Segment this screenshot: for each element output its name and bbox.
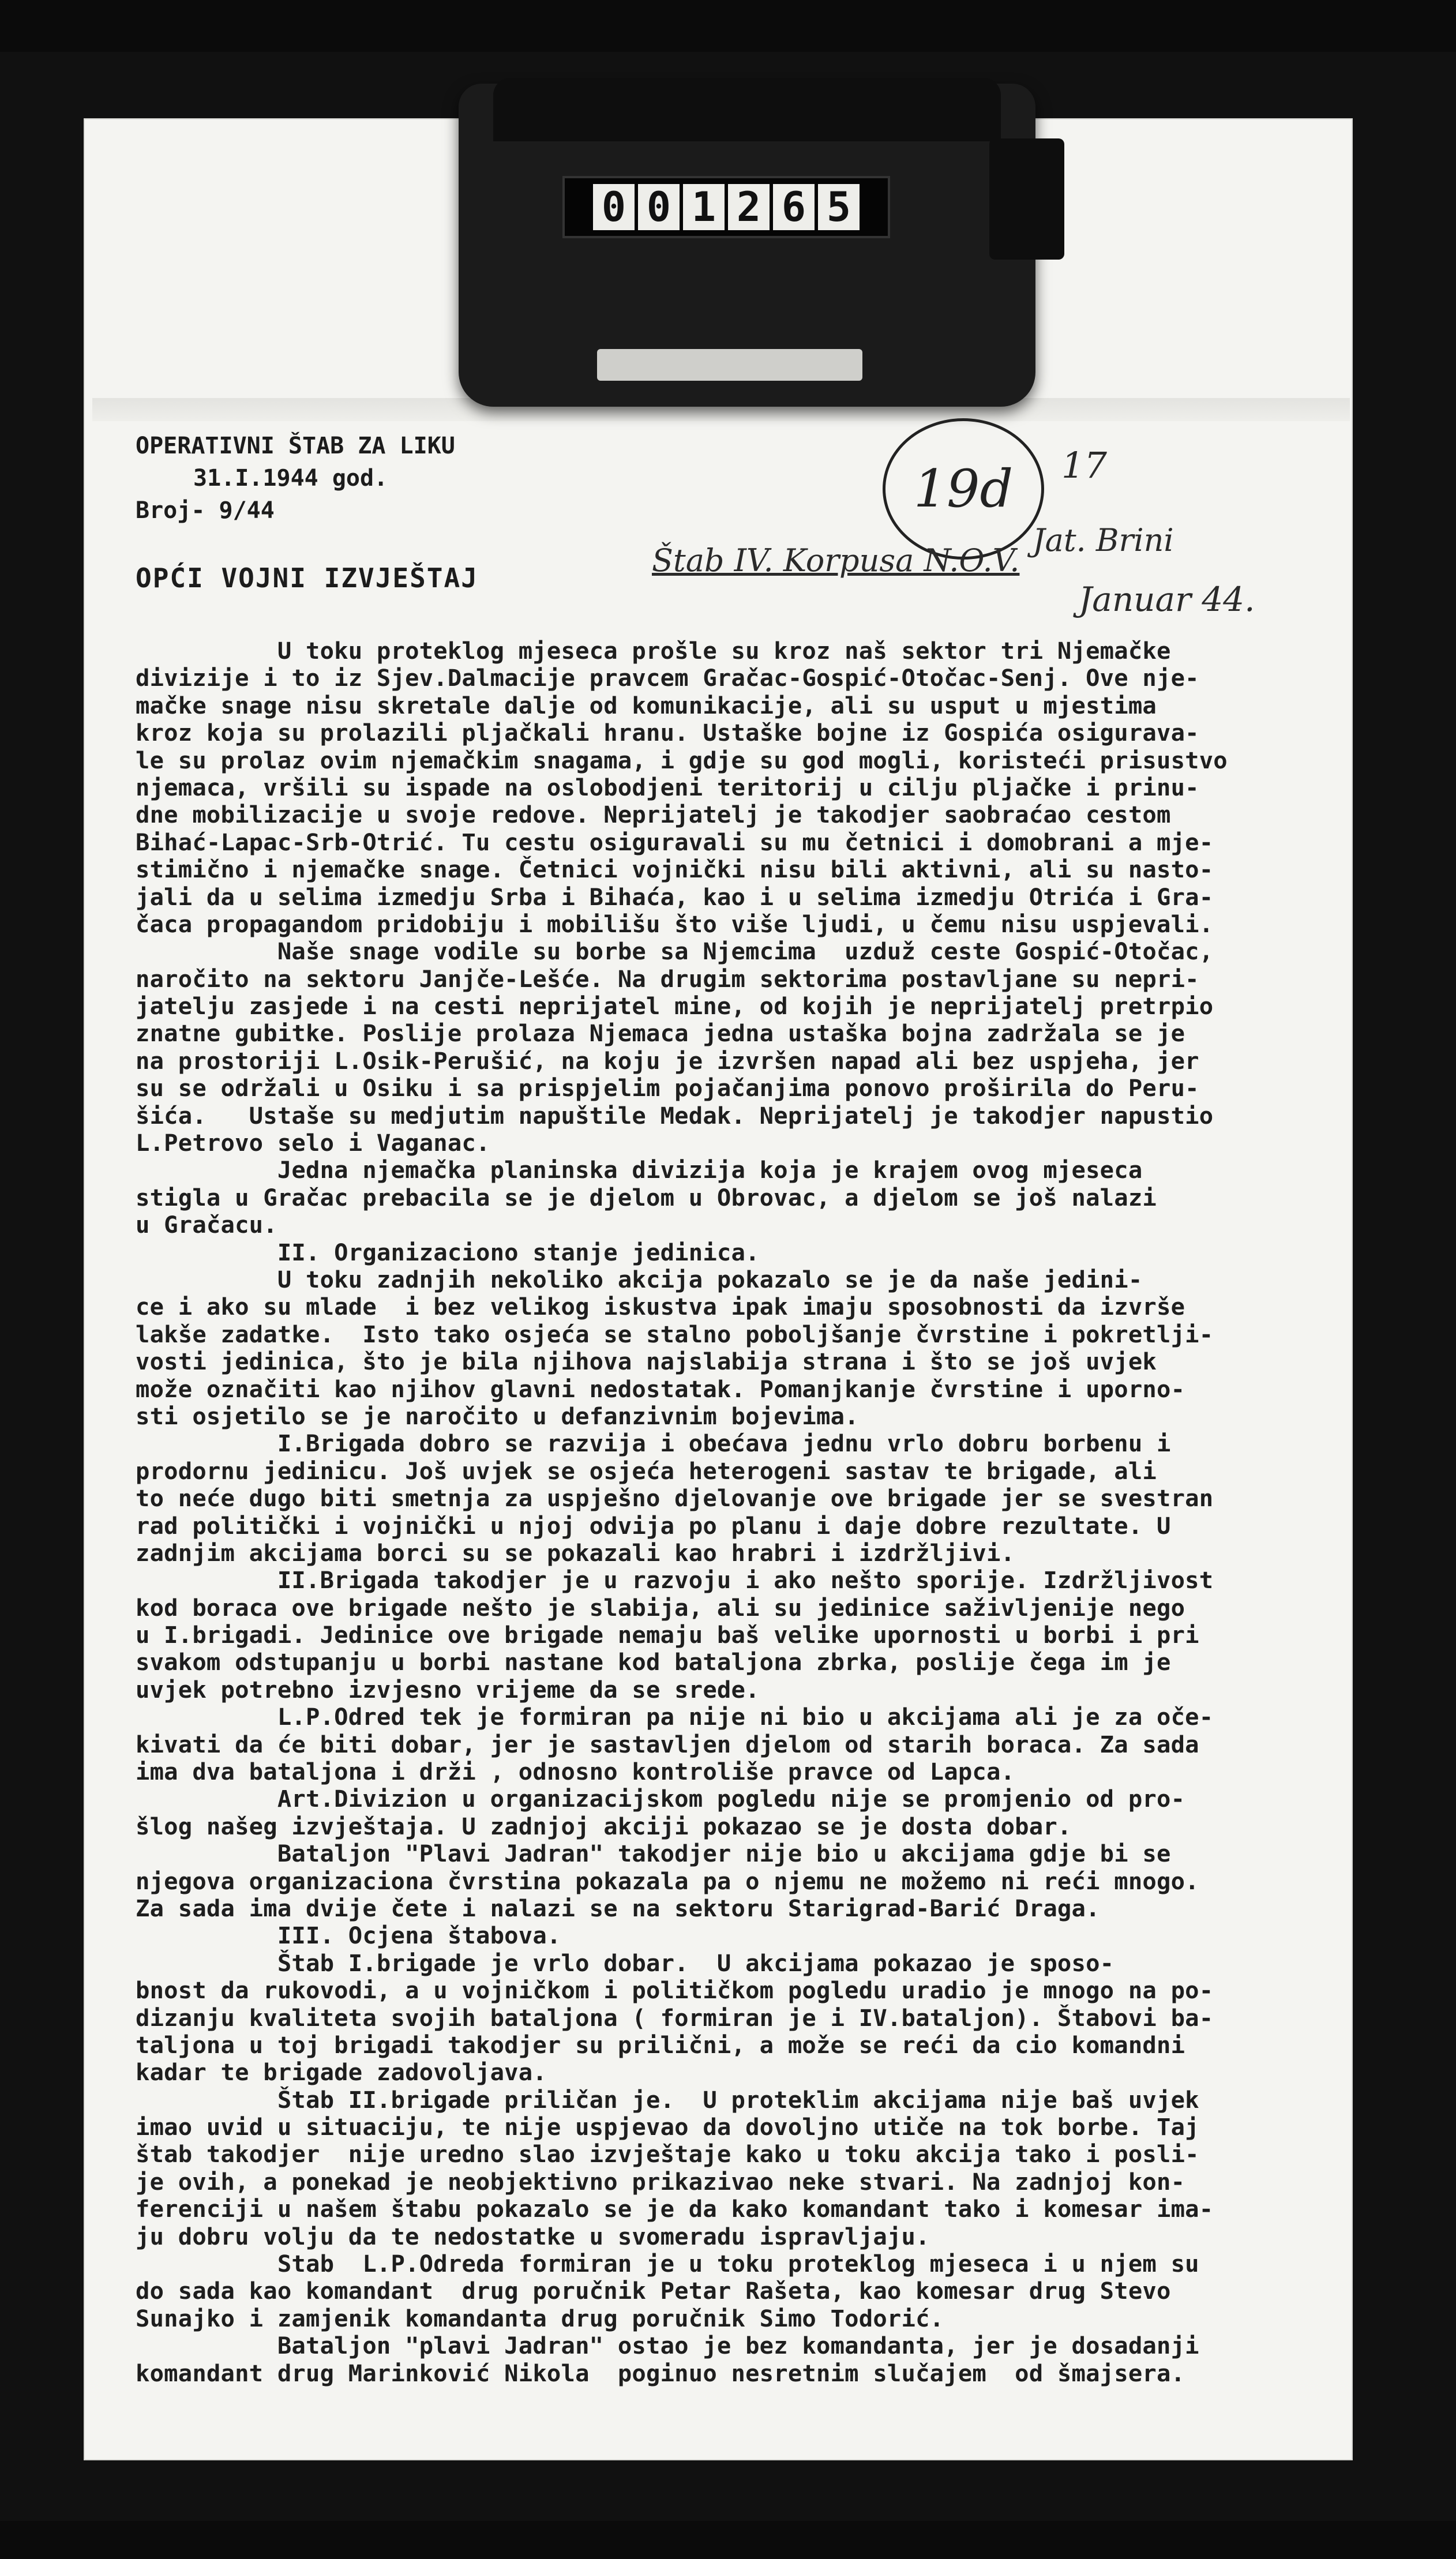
report-line: III. Ocjena štabova.	[136, 1922, 561, 1950]
report-line: Štab II.brigade priličan je. U proteklim akcijama nije baš uvjek	[136, 2085, 1199, 2114]
counter-top	[493, 78, 1001, 141]
report-line: divizije i to iz Sjev.Dalmacije pravcem Gračac-Gospić-Otočac-Senj. Ove nje-	[136, 664, 1199, 692]
film-edge-top	[0, 0, 1456, 52]
counter-digit: 1	[683, 184, 725, 230]
report-line: dizanju kvaliteta svojih bataljona ( formiran je i IV.bataljon). Štabovi ba-	[136, 2003, 1214, 2032]
report-line: su se održali u Osiku i sa prispjelim pojačanjima ponovo proširila do Peru-	[136, 1074, 1199, 1102]
report-line: kivati da će biti dobar, jer je sastavljen djelom od starih boraca. Za sada	[136, 1730, 1199, 1758]
counter-knob	[989, 138, 1064, 260]
report-line: ju dobru volju da te nedostatke u svomeradu ispravljaju.	[136, 2222, 930, 2250]
report-line: vosti jedinica, što je bila njihova najslabija strana i što se još uvjek	[136, 1348, 1157, 1376]
counter-digit: 2	[728, 184, 770, 230]
report-line: Stab L.P.Odreda formiran je u toku proteklog mjeseca i u njem su	[136, 2250, 1199, 2278]
report-line: je ovih, a ponekad je neobjektivno prikazivao neke stvari. Na zadnjoj kon-	[136, 2167, 1185, 2196]
film-edge-bottom	[0, 2521, 1456, 2559]
report-line: u I.brigadi. Jedinice ove brigade nemaju baš velike upornosti u borbi i pri	[136, 1621, 1199, 1649]
report-line: lakše zadatke. Isto tako osjeća se stalno poboljšanje čvrstine i pokretlji-	[136, 1320, 1214, 1348]
archive-stamp: 19d	[883, 418, 1044, 560]
counter-digit: 5	[818, 184, 860, 230]
report-line: Art.Divizion u organizacijskom pogledu nije se promjenio od pro-	[136, 1785, 1185, 1813]
report-line: na prostoriji L.Osik-Perušić, na koju je izvršen napad ali bez uspjeha, jer	[136, 1046, 1199, 1075]
counter-digit: 0	[593, 184, 635, 230]
report-line: Naše snage vodile su borbe sa Njemcima uzduž ceste Gospić-Otočac,	[136, 937, 1214, 966]
report-line: naročito na sektoru Janjče-Lešće. Na drugim sektorima postavljane su nepri-	[136, 965, 1199, 993]
report-line: u Gračacu.	[136, 1211, 277, 1239]
handwritten-note: Jat. Brini	[1033, 522, 1174, 558]
report-line: Bataljon "Plavi Jadran" takodjer nije bio u akcijama gdje bi se	[136, 1840, 1171, 1868]
report-line: zadnjim akcijama borci su se pokazali kao hrabri i izdržljivi.	[136, 1539, 1015, 1567]
report-line: ce i ako su mlade i bez velikog iskustva ipak imaju sposobnosti da izvrše	[136, 1293, 1185, 1321]
report-line: može označiti kao njihov glavni nedostatak. Pomanjkanje čvrstine i uporno-	[136, 1375, 1185, 1403]
report-line: njegova organizaciona čvrstina pokazala pa o njemu ne možemo ni reći mnogo.	[136, 1867, 1199, 1895]
report-line: šića. Ustaše su medjutim napuštile Medak. Neprijatelj je takodjer napustio	[136, 1101, 1214, 1130]
report-line: kadar te brigade zadovoljava.	[136, 2058, 547, 2087]
report-line: ima dva bataljona i drži , odnosno kontroliše pravce od Lapca.	[136, 1758, 1015, 1786]
report-line: svakom odstupanju u borbi nastane kod bataljona zbrka, poslije čega im je	[136, 1648, 1171, 1676]
report-line: njemaca, vršili su ispade na oslobodjeni teritorij u cilju pljačke i prinu-	[136, 773, 1199, 801]
report-line: U toku proteklog mjeseca prošle su kroz naš sektor tri Njemačke	[136, 637, 1171, 665]
report-line: kod boraca ove brigade nešto je slabija, ali su jedinice saživljenije nego	[136, 1593, 1185, 1622]
document-header	[136, 430, 539, 527]
report-line: U toku zadnjih nekoliko akcija pokazalo se je da naše jedini-	[136, 1265, 1143, 1293]
report-line: I.Brigada dobro se razvija i obećava jednu vrlo dobru borbenu i	[136, 1429, 1171, 1458]
report-line: L.Petrovo selo i Vaganac.	[136, 1129, 490, 1157]
report-line: Bataljon "plavi Jadran" ostao je bez komandanta, jer je dosadanji	[136, 2332, 1199, 2360]
report-line: Bihać-Lapac-Srb-Otrić. Tu cestu osiguravali su mu četnici i domobrani a mje-	[136, 828, 1214, 856]
counter-plate	[597, 349, 862, 381]
report-line: Sunajko i zamjenik komandanta drug poručnik Simo Todorić.	[136, 2304, 944, 2332]
header-date: 31.I.1944 god.	[193, 465, 388, 491]
frame-counter-device	[459, 84, 1035, 407]
report-line: uvjek potrebno izvjesno vrijeme da se srede.	[136, 1675, 760, 1704]
handwritten-recipient: Štab IV. Korpusa N.O.V.	[652, 542, 1020, 579]
report-line: znatne gubitke. Poslije prolaza Njemaca jedna ustaška bojna zadržala se je	[136, 1019, 1185, 1048]
report-line: stimično i njemačke snage. Četnici vojnički nisu bili aktivni, ali su nasto-	[136, 855, 1214, 884]
report-line: prodornu jedinicu. Još uvjek se osjeća heterogeni sastav te brigade, ali	[136, 1457, 1157, 1485]
report-line: imao uvid u situaciju, te nije uspjevao da dovoljno utiče na tok borbe. Taj	[136, 2113, 1199, 2141]
handwritten-date: Januar 44.	[1079, 580, 1255, 619]
report-line: jatelju zasjede i na cesti neprijatel mine, od kojih je neprijatelj pretrpio	[136, 992, 1214, 1020]
report-line: Za sada ima dvije čete i nalazi se na sektoru Starigrad-Barić Draga.	[136, 1894, 1100, 1922]
report-line: šlog našeg izvještaja. U zadnjoj akciji pokazao se je dosta dobar.	[136, 1812, 1072, 1840]
report-line: Štab I.brigade je vrlo dobar. U akcijama pokazao je sposo-	[136, 1949, 1114, 1977]
header-number: Broj- 9/44	[136, 497, 275, 524]
report-line: štab takodjer nije uredno slao izvještaje kako u toku akcija tako i posli-	[136, 2140, 1199, 2168]
report-body	[136, 637, 1353, 2387]
report-line: sti osjetilo se je naročito u defanzivnim bojevima.	[136, 1402, 859, 1430]
report-line: bnost da rukovodi, a u vojničkom i političkom pogledu uradio je mnogo na po-	[136, 1976, 1214, 2005]
report-line: jali da u selima izmedju Srba i Bihaća, kao i u selima izmedju Otrića i Gra-	[136, 883, 1214, 911]
report-line: to neće dugo biti smetnja za uspješno djelovanje ove brigade jer se svestran	[136, 1484, 1214, 1513]
report-line: dne mobilizacije u svoje redove. Neprijatelj je takodjer saobraćao cestom	[136, 801, 1171, 829]
report-line: Jedna njemačka planinska divizija koja je krajem ovog mjeseca	[136, 1156, 1143, 1184]
report-line: kroz koja su prolazili pljačkali hranu. Ustaške bojne iz Gospića osigurava-	[136, 719, 1199, 747]
report-line: stigla u Gračac prebacila se je djelom u Obrovac, a djelom se još nalazi	[136, 1183, 1157, 1211]
report-line: do sada kao komandant drug poručnik Petar Rašeta, kao komesar drug Stevo	[136, 2277, 1171, 2305]
report-line: taljona u toj brigadi takodjer su prilični, a može se reći da cio komandni	[136, 2031, 1185, 2059]
report-line: čaca propagandom pridobiju i mobilišu što više ljudi, u čemu nisu uspjevali.	[136, 910, 1214, 938]
report-line: rad politički i vojnički u njoj odvija po planu i daje dobre rezultate. U	[136, 1511, 1171, 1540]
report-line: L.P.Odred tek je formiran pa nije ni bio u akcijama ali je za oče-	[136, 1703, 1214, 1731]
report-line: II. Organizaciono stanje jedinica.	[136, 1238, 760, 1266]
counter-digit: 0	[638, 184, 680, 230]
handwritten-note-top: 17	[1061, 444, 1107, 486]
report-line: komandant drug Marinković Nikola poginuo nesretnim slučajem od šmajsera.	[136, 2359, 1185, 2387]
header-organization: OPERATIVNI ŠTAB ZA LIKU	[136, 433, 455, 459]
report-line: ferenciji u našem štabu pokazalo se je da kako komandant tako i komesar ima-	[136, 2195, 1214, 2223]
report-line: mačke snage nisu skretale dalje od komunikacije, ali su usput u mjestima	[136, 691, 1157, 719]
document-title: OPĆI VOJNI IZVJEŠTAJ	[136, 562, 478, 594]
counter-digit: 6	[773, 184, 815, 230]
report-line: II.Brigada takodjer je u razvoju i ako nešto sporije. Izdržljivost	[136, 1566, 1214, 1594]
counter-window	[562, 176, 890, 238]
report-line: le su prolaz ovim njemačkim snagama, i gdje su god mogli, koristeći prisustvo	[136, 746, 1228, 774]
